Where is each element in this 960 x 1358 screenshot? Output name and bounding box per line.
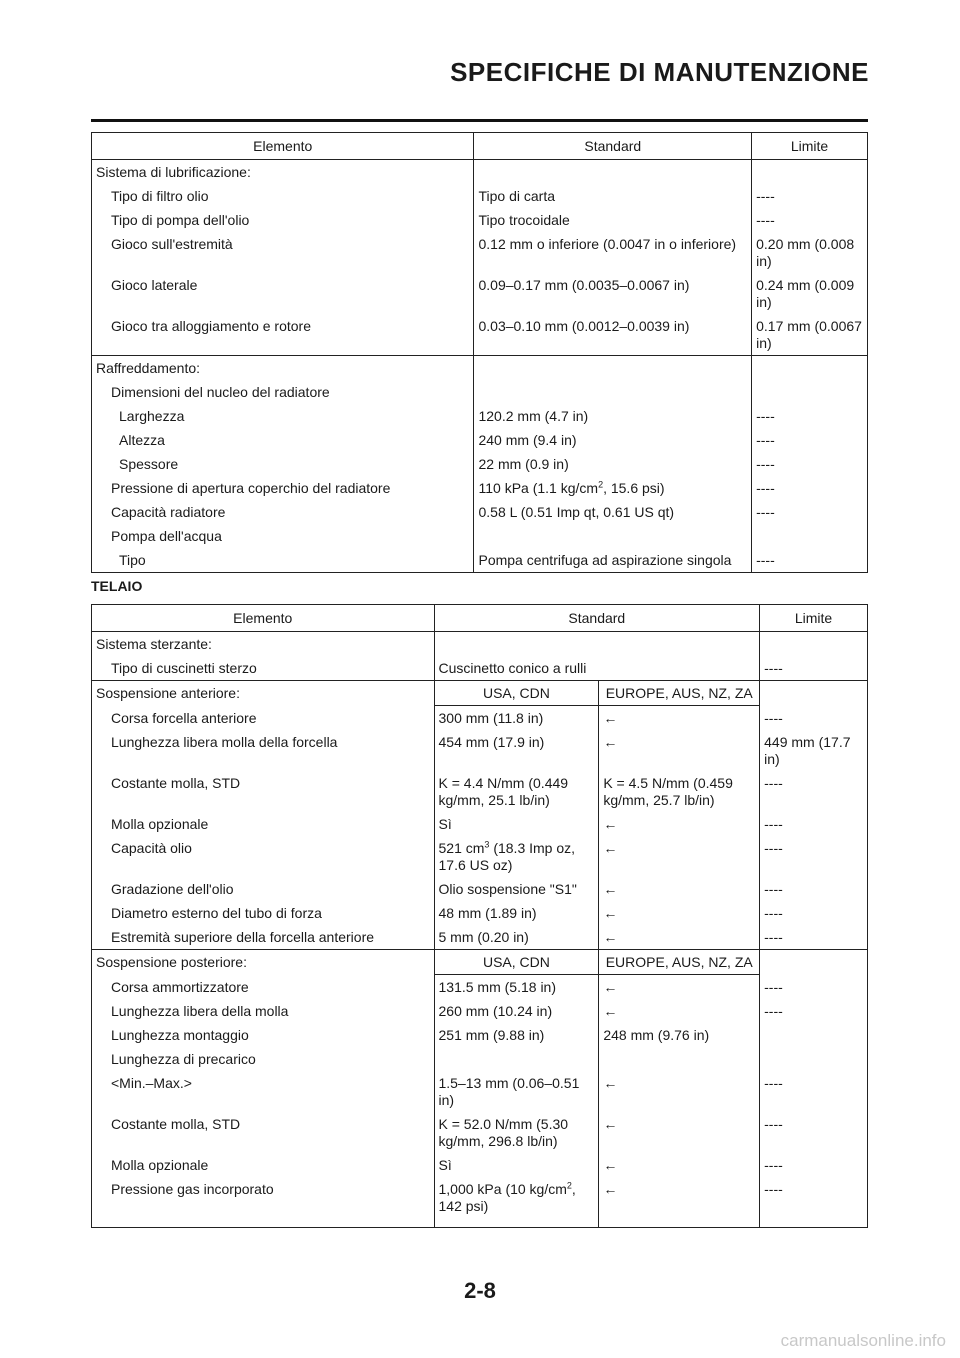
table-row: Lunghezza libera molla della forcella 454 mm (17.9 in) ← 449 mm (17.7 in)	[92, 730, 868, 771]
table-row: Molla opzionale Sì ← ----	[92, 1153, 868, 1177]
group-lubrication	[92, 160, 868, 356]
page-title: SPECIFICHE DI MANUTENZIONE	[450, 57, 869, 87]
header-standard: Standard	[474, 133, 752, 160]
group-title: Raffreddamento:	[92, 356, 474, 381]
table-row: Diametro esterno del tubo di forza 48 mm (1.89 in) ← ----	[92, 901, 868, 925]
table-row: Tipo di pompa dell'olio Tipo trocoidale ----	[92, 208, 868, 232]
group-front-suspension: Sospensione anteriore: USA, CDN EUROPE, AUS, NZ, ZA Corsa forcella anteriore 300 mm (11.8 in) ← ---- Lunghezza libera molla della forcella 454 mm (17.9 in) ← 449 mm (17.7 in) Costante molla, STD K = 4.4 N/mm (0.449 kg/mm, 25.1 lb/in) K = 4.5 N/mm (0.459 kg/mm, 25.7 lb/in) ---- Molla opzionale Sì ← ---- Capacità olio 521 $cm^3$ (18.3 Imp oz, 17.6 US oz) ← ---- Gradazione dell'olio Olio sospensione "S1" ← ---- Diametro esterno del tubo di forza 48 mm (1.89 in) ← ---- Estremità superiore della forcella anteriore 5 mm (0.20 in) ← ----	[92, 681, 868, 950]
table-row: Molla opzionale Sì ← ----	[92, 812, 868, 836]
page-number: 2-8	[464, 1278, 496, 1303]
table-row: Spessore 22 mm (0.9 in) ----	[92, 452, 868, 476]
header-standard: Standard	[434, 605, 760, 632]
table-row: Tipo di filtro olio Tipo di carta ----	[92, 184, 868, 208]
header-rule	[91, 119, 868, 122]
table-row: Estremità superiore della forcella anteriore 5 mm (0.20 in) ← ----	[92, 925, 868, 950]
table-row: Gradazione dell'olio Olio sospensione "S1" ← ----	[92, 877, 868, 901]
header-limite: Limite	[760, 605, 868, 632]
header-elemento: Elemento	[92, 605, 435, 632]
group-title: Sospensione posteriore:	[92, 950, 435, 975]
table-row: <Min.–Max.> 1.5–13 mm (0.06–0.51 in) ← ----	[92, 1071, 868, 1112]
table-row: Capacità olio 521 $cm^3$ (18.3 Imp oz, 17.6 US oz) ← ----	[92, 836, 868, 877]
group-title: Sistema di lubrificazione:	[92, 160, 474, 185]
watermark: carmanualsonline.info	[780, 1331, 946, 1350]
table-row: Capacità radiatore 0.58 L (0.51 Imp qt, 0.61 US qt) ----	[92, 500, 868, 524]
table-row: Pressione di apertura coperchio del radiatore 110 kPa (1.1 $kg/cm^2$, 15.6 psi) ----	[92, 476, 868, 500]
table-row: Lunghezza di precarico	[92, 1047, 868, 1071]
header-limite: Limite	[752, 133, 868, 160]
table-row: Corsa forcella anteriore 300 mm (11.8 in) ← ----	[92, 706, 868, 731]
header-elemento: Elemento	[92, 133, 474, 160]
table-row: Costante molla, STD K = 52.0 N/mm (5.30 kg/mm, 296.8 lb/in) ← ----	[92, 1112, 868, 1153]
spec-table-chassis	[91, 604, 868, 1228]
group-title: Sospensione anteriore:	[92, 681, 435, 706]
table-row: Pressione gas incorporato 1,000 kPa (10 $kg/cm^2$, 142 psi) ← ----	[92, 1177, 868, 1228]
table-row: Larghezza 120.2 mm (4.7 in) ----	[92, 404, 868, 428]
table-row: Lunghezza libera della molla 260 mm (10.24 in) ← ----	[92, 999, 868, 1023]
table-row: Gioco laterale 0.09–0.17 mm (0.0035–0.0067 in) 0.24 mm (0.009 in)	[92, 273, 868, 314]
table-row: Costante molla, STD K = 4.4 N/mm (0.449 kg/mm, 25.1 lb/in) K = 4.5 N/mm (0.459 kg/mm, 25.7 lb/in) ----	[92, 771, 868, 812]
table-row: Gioco sull'estremità 0.12 mm o inferiore (0.0047 in o inferiore) 0.20 mm (0.008 in)	[92, 232, 868, 273]
table-row: Gioco tra alloggiamento e rotore 0.03–0.10 mm (0.0012–0.0039 in) 0.17 mm (0.0067 in)	[92, 314, 868, 356]
section-title: TELAIO	[91, 578, 143, 594]
group-steering	[92, 632, 868, 681]
table-row: Tipo Pompa centrifuga ad aspirazione singola ----	[92, 548, 868, 573]
group-rear-suspension: Sospensione posteriore: USA, CDN EUROPE, AUS, NZ, ZA Corsa ammortizzatore 131.5 mm (5.18 in) ← ---- Lunghezza libera della molla 260 mm (10.24 in) ← ---- Lunghezza montaggio 251 mm (9.88 in) 248 mm (9.76 in) Lunghezza di precarico <Min.–Max.> 1.5–13 mm (0.06–0.51 in) ← ---- Costante molla, STD K = 52.0 N/mm (5.30 kg/mm, 296.8 lb/in) ← ---- Molla opzionale Sì ← ---- Pressione gas incorporato 1,000 kPa (10 $kg/cm^2$, 142 psi) ← ----	[92, 950, 868, 1228]
table-row: Tipo di cuscinetti sterzo Cuscinetto conico a rulli ----	[92, 656, 868, 681]
spec-table-engine	[91, 132, 868, 573]
group-cooling: Raffreddamento: Dimensioni del nucleo del radiatore Larghezza 120.2 mm (4.7 in) ---- Altezza 240 mm (9.4 in) ---- Spessore 22 mm (0.9 in) ---- Pressione di apertura coperchio del radiatore 110 kPa (1.1 $kg/cm^2$, 15.6 psi) ---- Capacità radiatore 0.58 L (0.51 Imp qt, 0.61 US qt) ---- Pompa dell'acqua Tipo Pompa centrifuga ad aspirazione singola ----	[92, 356, 868, 573]
table-row: Corsa ammortizzatore 131.5 mm (5.18 in) ← ----	[92, 975, 868, 1000]
group-title: Sistema sterzante:	[92, 632, 435, 657]
table-row: Lunghezza montaggio 251 mm (9.88 in) 248 mm (9.76 in)	[92, 1023, 868, 1047]
table-row: Altezza 240 mm (9.4 in) ----	[92, 428, 868, 452]
